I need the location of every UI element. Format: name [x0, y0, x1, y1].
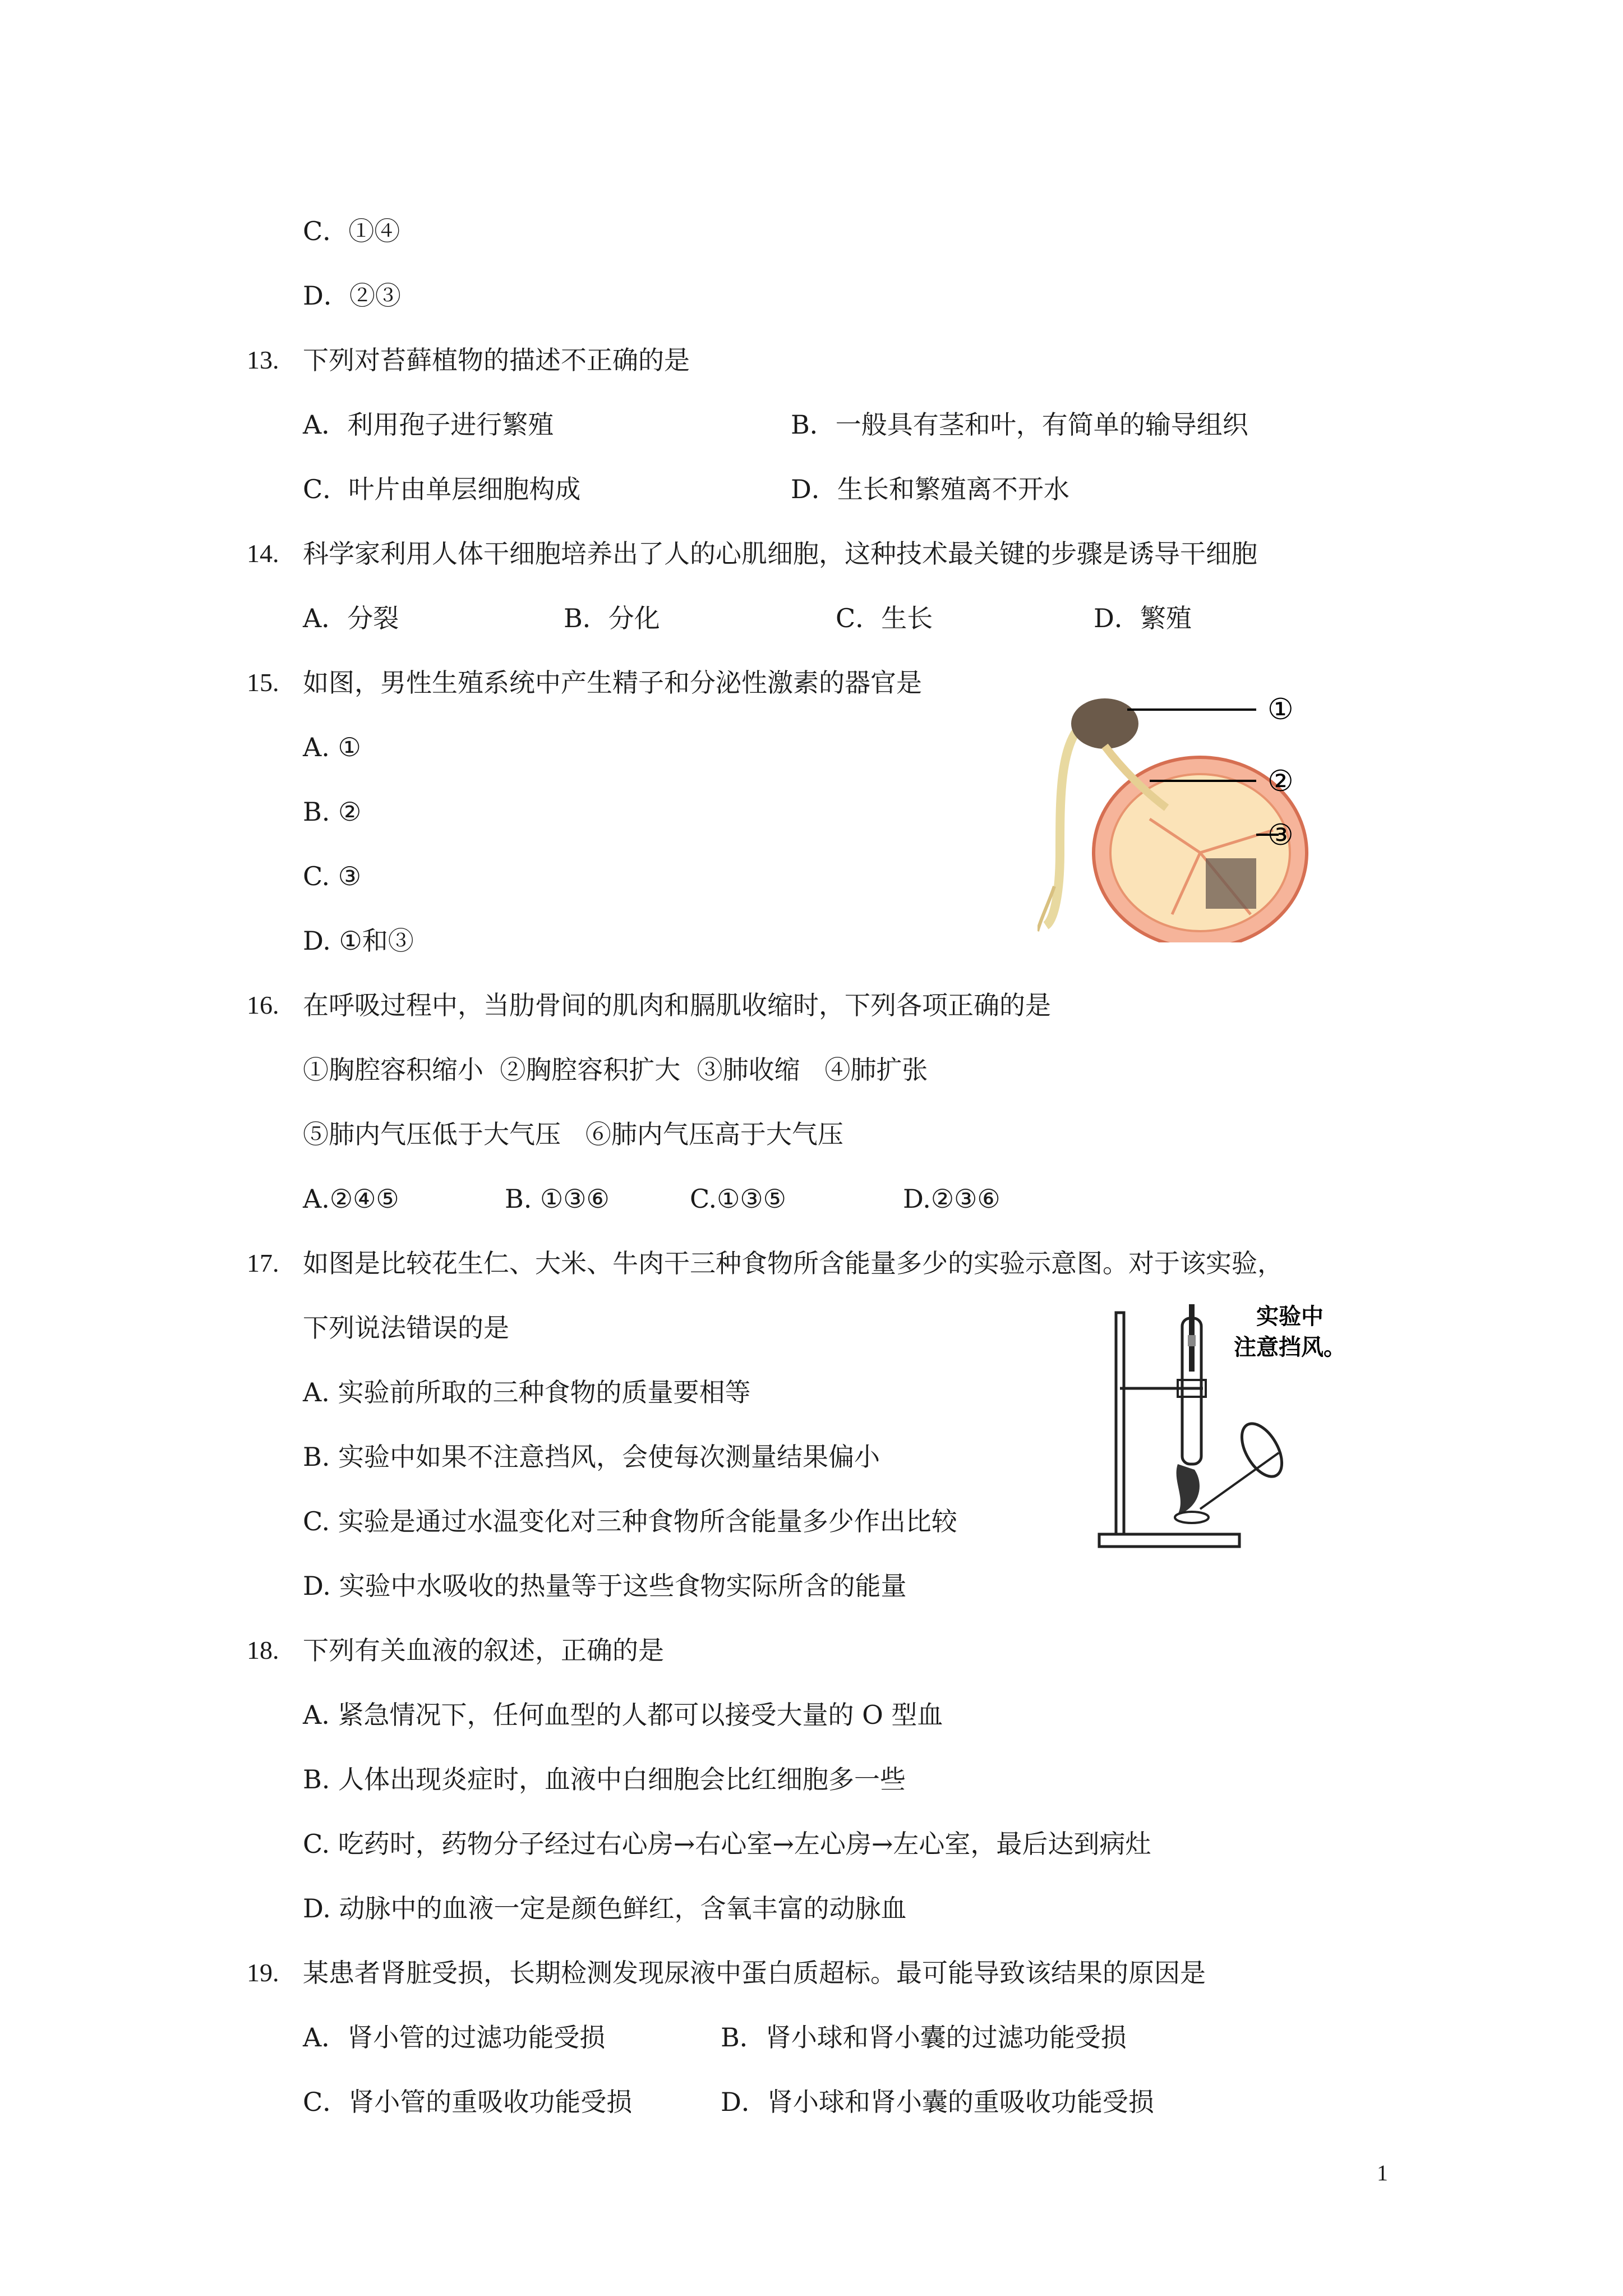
calorimetry-apparatus-diagram	[1094, 1301, 1363, 1559]
q19-option-a: A．肾小管的过滤功能受损	[303, 2022, 606, 2053]
q19-option-c: C．肾小管的重吸收功能受损	[303, 2087, 633, 2117]
q13-option-c: C．叶片由单层细胞构成	[303, 474, 581, 504]
q17-stem: 如图是比较花生仁、大米、牛肉干三种食物所含能量多少的实验示意图。对于该实验，	[303, 1248, 1283, 1278]
q14-option-d: D．繁殖	[1094, 603, 1192, 633]
epididymis-head	[1071, 698, 1138, 749]
burning-food	[1177, 1464, 1200, 1515]
q16-option-a: A.②④⑤	[303, 1184, 399, 1214]
q14-number: 14.	[247, 539, 279, 568]
q12-option-c: C．①④	[303, 216, 400, 246]
fig-label-2: ②	[1267, 765, 1294, 798]
q16-option-b: B. ①③⑥	[505, 1184, 610, 1214]
q16-number: 16.	[247, 991, 279, 1019]
fig-label-3: ③	[1267, 818, 1294, 852]
q14-option-a: A．分裂	[303, 603, 399, 633]
q12-option-d: D．②③	[303, 280, 401, 311]
q19-option-d: D．肾小球和肾小囊的重吸收功能受损	[721, 2087, 1154, 2117]
page-number: 1	[1377, 2160, 1388, 2185]
fig-note-line2: 注意挡风。	[1234, 1335, 1346, 1360]
fig-note-line1: 实验中	[1256, 1304, 1324, 1329]
q15-option-a: A. ①	[303, 732, 361, 762]
q15-stem: 如图，男性生殖系统中产生精子和分泌性激素的器官是	[303, 668, 922, 698]
q18-option-c: C. 吃药时，药物分子经过右心房→右心室→左心房→左心室，最后达到病灶	[303, 1829, 1151, 1859]
q17-option-b: B. 实验中如果不注意挡风，会使每次测量结果偏小	[303, 1442, 880, 1472]
q17-option-c: C. 实验是通过水温变化对三种食物所含能量多少作出比较	[303, 1506, 957, 1536]
q13-option-d: D．生长和繁殖离不开水	[791, 474, 1069, 504]
q18-option-d: D. 动脉中的血液一定是颜色鲜红，含氧丰富的动脉血	[303, 1893, 907, 1924]
q19-number: 19.	[247, 1958, 279, 1987]
testis-diagram	[1038, 684, 1329, 942]
q13-stem: 下列对苔藓植物的描述不正确的是	[303, 345, 690, 375]
q14-option-b: B．分化	[564, 603, 660, 633]
q16-option-d: D.②③⑥	[903, 1184, 1000, 1214]
fig-label-1: ①	[1267, 693, 1294, 726]
q15-option-c: C. ③	[303, 861, 362, 891]
stand-pole	[1116, 1313, 1124, 1534]
q13-option-a: A．利用孢子进行繁殖	[303, 409, 554, 440]
q16-stem: 在呼吸过程中，当肋骨间的肌肉和膈肌收缩时，下列各项正确的是	[303, 990, 1051, 1020]
q13-number: 13.	[247, 346, 279, 374]
q19-option-b: B．肾小球和肾小囊的过滤功能受损	[721, 2022, 1127, 2053]
q15-option-b: B. ②	[303, 797, 362, 827]
q15-number: 15.	[247, 668, 279, 697]
q17-stem-continued: 下列说法错误的是	[303, 1313, 509, 1343]
q17-option-a: A. 实验前所取的三种食物的质量要相等	[303, 1377, 751, 1407]
q18-option-b: B. 人体出现炎症时，血液中白细胞会比红细胞多一些	[303, 1764, 906, 1795]
q17-number: 17.	[247, 1249, 279, 1277]
q18-option-a: A. 紧急情况下，任何血型的人都可以接受大量的 O 型血	[303, 1700, 943, 1730]
q16-option-c: C.①③⑤	[690, 1184, 786, 1214]
dissecting-needle	[1200, 1453, 1279, 1509]
q19-stem: 某患者肾脏受损，长期检测发现尿液中蛋白质超标。最可能导致该结果的原因是	[303, 1958, 1206, 1988]
q15-option-d: D. ①和③	[303, 926, 414, 956]
q18-stem: 下列有关血液的叙述，正确的是	[303, 1635, 664, 1665]
q14-option-c: C．生长	[836, 603, 933, 633]
windshield	[1234, 1417, 1290, 1483]
q14-stem: 科学家利用人体干细胞培养出了人的心肌细胞，这种技术最关键的步骤是诱导干细胞	[303, 539, 1257, 569]
q18-number: 18.	[247, 1636, 279, 1664]
q16-statements-line2: ⑤肺内气压低于大气压 ⑥肺内气压高于大气压	[303, 1119, 843, 1149]
stand-base	[1099, 1534, 1239, 1547]
seminiferous-tubules	[1206, 858, 1256, 909]
q16-statements-line1: ①胸腔容积缩小 ②胸腔容积扩大 ③肺收缩 ④肺扩张	[303, 1055, 928, 1085]
q13-option-b: B．一般具有茎和叶，有简单的输导组织	[791, 409, 1248, 440]
q17-option-d: D. 实验中水吸收的热量等于这些食物实际所含的能量	[303, 1571, 907, 1601]
